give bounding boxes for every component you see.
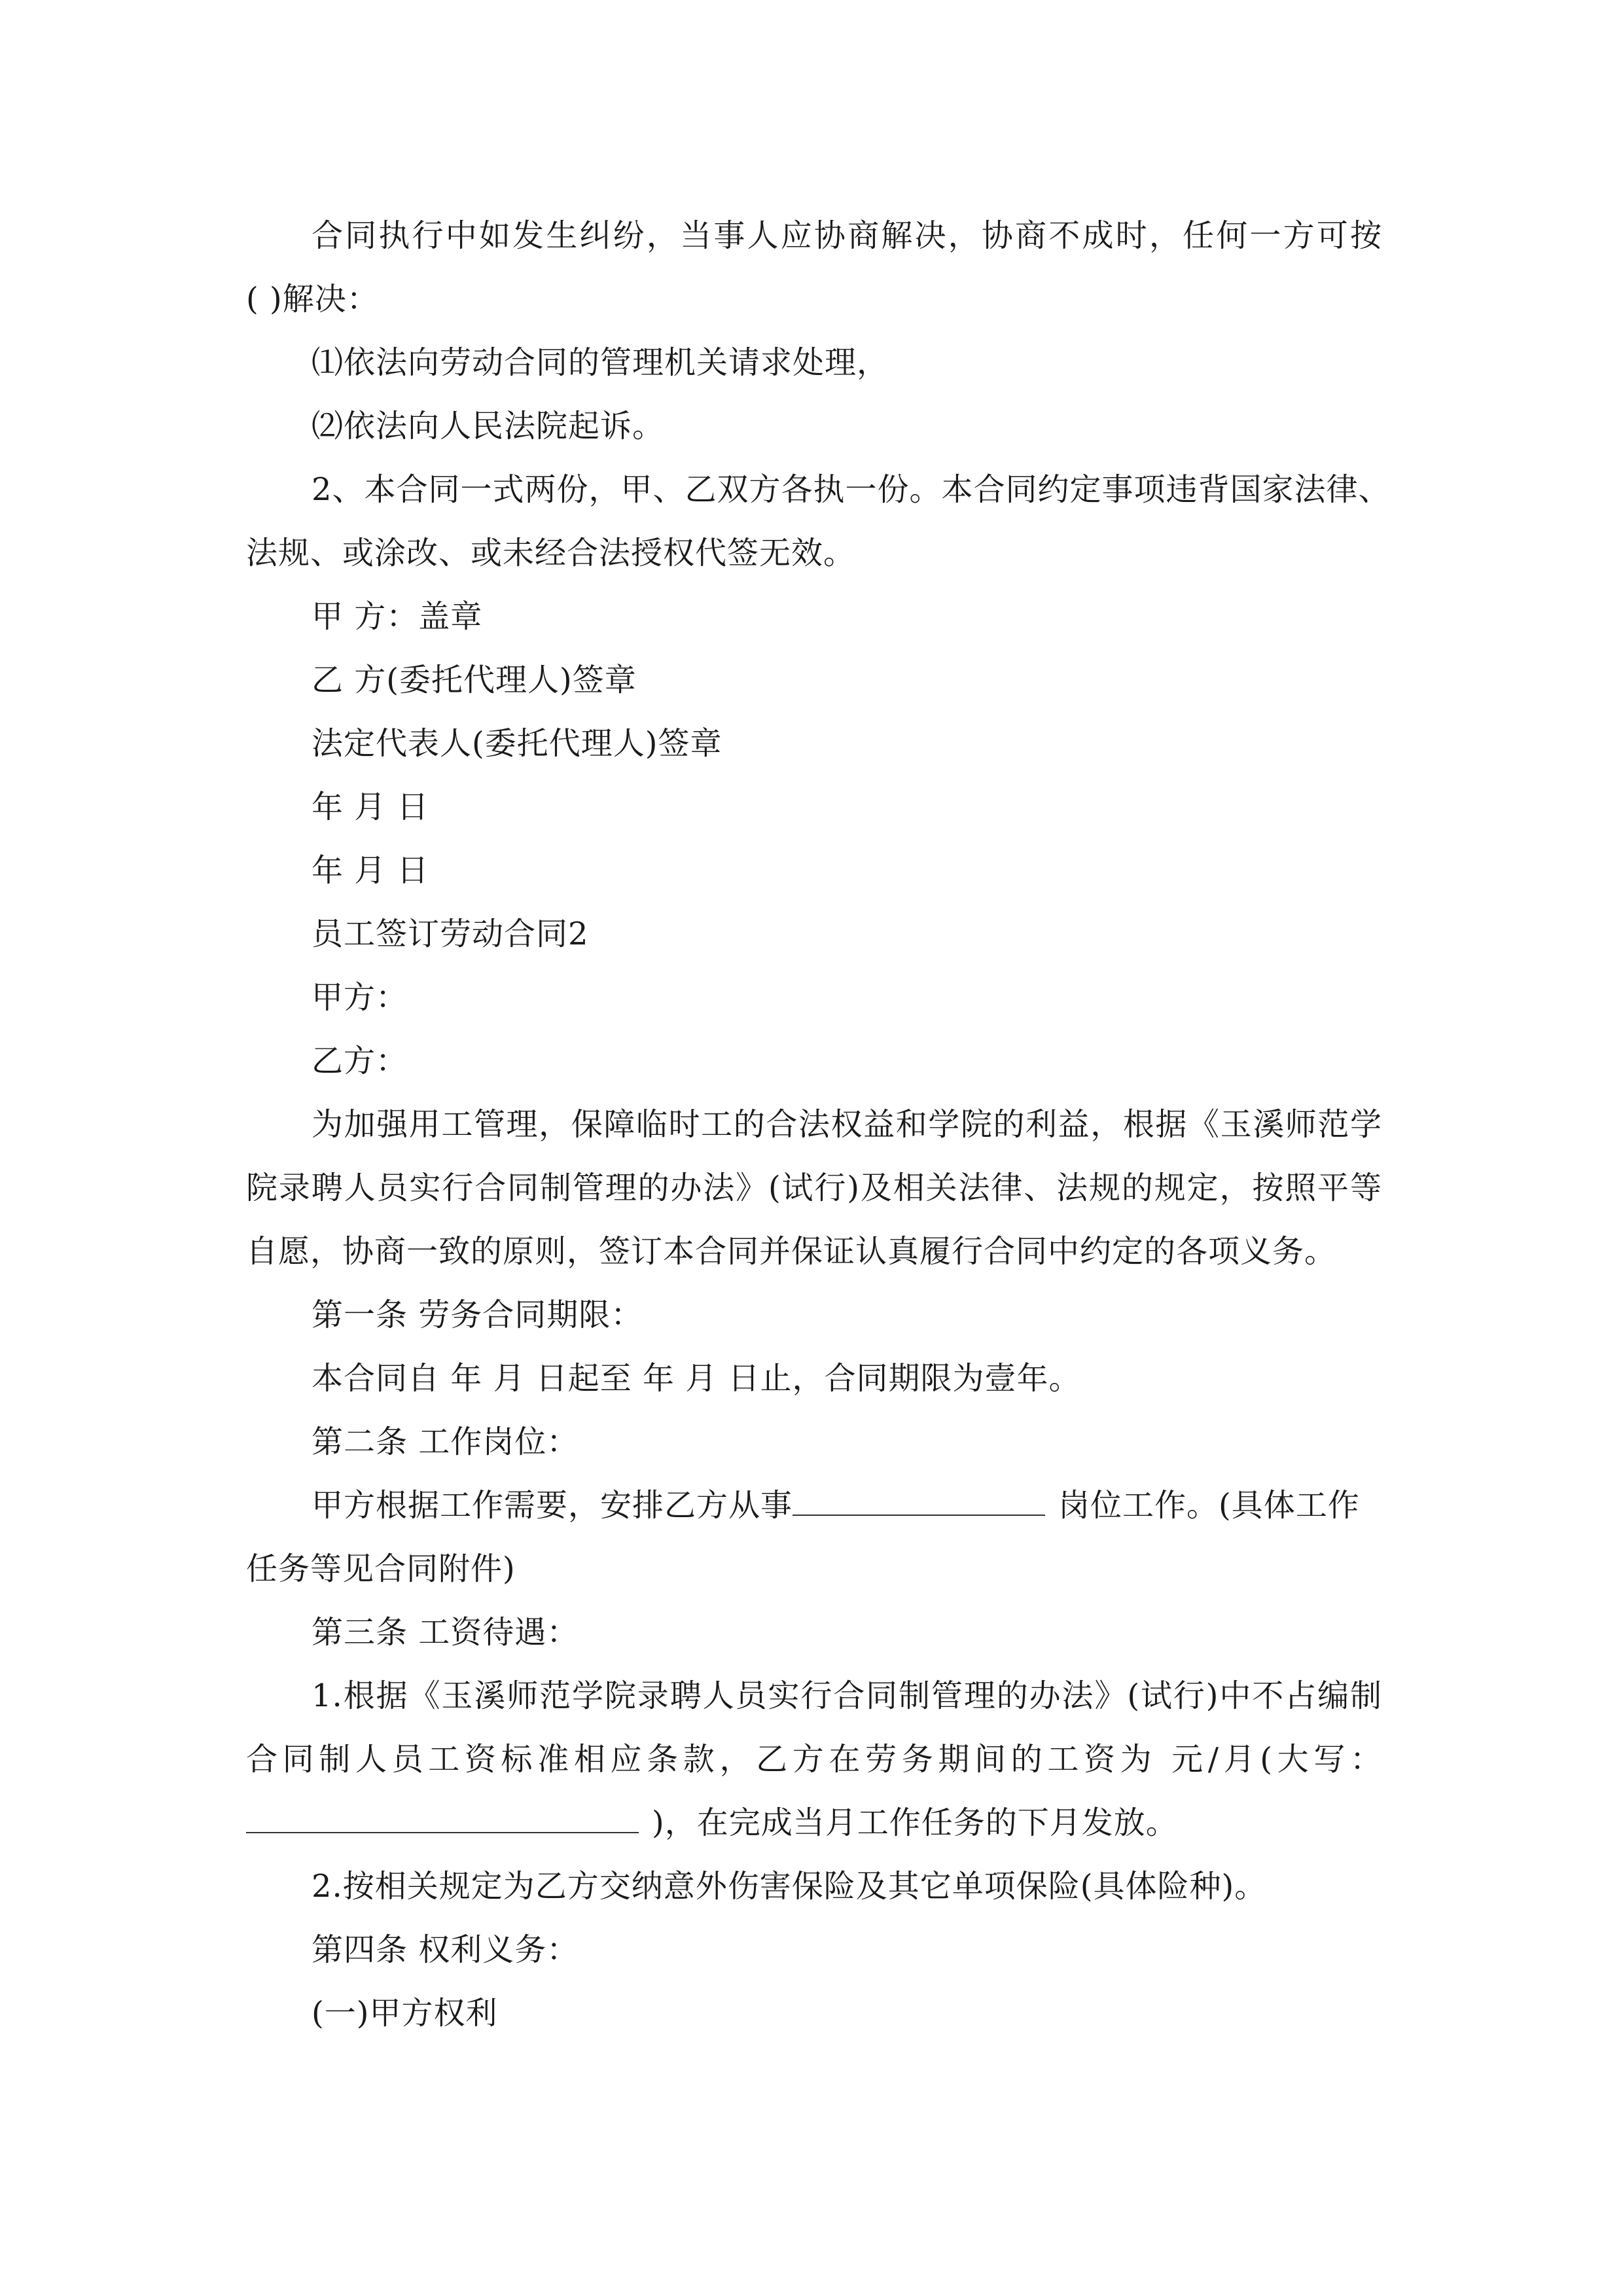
article-2-heading: 第二条 工作岗位： (312, 1424, 579, 1460)
article-1-term: 本合同自 年 月 日起至 年 月 日止，合同期限为壹年。 (312, 1360, 1081, 1397)
paragraph-purpose: 为加强用工管理，保障临时工的合法权益和学院的利益，根据《玉溪师范学 (312, 1106, 1382, 1143)
article-3-heading: 第三条 工资待遇： (312, 1614, 579, 1651)
date-line-1: 年 月 日 (312, 789, 429, 825)
article-3-item-2: 2.按相关规定为乙方交纳意外伤害保险及其它单项保险(具体险种)。 (312, 1868, 1267, 1905)
date-line-2: 年 月 日 (312, 852, 429, 889)
paragraph-dispute: 合同执行中如发生纠纷，当事人应协商解决，协商不成时，任何一方可按 (312, 217, 1382, 254)
article-3-item-1-end (246, 1791, 1382, 1855)
job-position-blank (793, 1484, 1045, 1516)
wage-amount-blank (246, 1802, 639, 1833)
dispute-option-2: ⑵依法向人民法院起诉。 (312, 408, 665, 444)
party-b-label: 乙方： (312, 1043, 408, 1079)
party-b-signature: 乙 方(委托代理人)签章 (312, 662, 637, 698)
article-4-heading: 第四条 权利义务： (312, 1931, 579, 1968)
article-3-item-1-end-text: )，在完成当月工作任务的下月发放。 (652, 1804, 1178, 1841)
article-2-body (246, 1474, 1382, 1537)
paragraph-copies: 2、本合同一式两份，甲、乙双方各执一份。本合同约定事项违背国家法律、 (312, 471, 1391, 508)
article-3-item-1: 1.根据《玉溪师范学院录聘人员实行合同制管理的办法》(试行)中不占编制 (312, 1677, 1382, 1714)
party-a-seal: 甲 方：盖章 (312, 598, 483, 635)
document-body (246, 204, 1391, 2045)
paragraph-dispute-cont: ( )解决： (246, 281, 379, 317)
article-2-text-a: 甲方根据工作需要，安排乙方从事 (312, 1487, 793, 1524)
section-title: 员工签订劳动合同2 (312, 916, 589, 952)
article-3-item-1-cont: 合同制人员工资标准相应条款，乙方在劳务期间的工资为 元/月(大写： (246, 1741, 1382, 1778)
legal-representative-signature: 法定代表人(委托代理人)签章 (312, 725, 722, 762)
article-4-subheading: (一)甲方权利 (312, 1995, 498, 2032)
paragraph-purpose-cont-2: 自愿，协商一致的原则，签订本合同并保证认真履行合同中约定的各项义务。 (246, 1233, 1337, 1270)
paragraph-purpose-cont-1: 院录聘人员实行合同制管理的办法》(试行)及相关法律、法规的规定，按照平等 (246, 1170, 1382, 1206)
article-2-text-b: 岗位工作。(具体工作 (1058, 1487, 1360, 1524)
dispute-option-1: ⑴依法向劳动合同的管理机关请求处理， (312, 344, 889, 381)
paragraph-copies-cont: 法规、或涂改、或未经合法授权代签无效。 (246, 535, 856, 571)
party-a-label: 甲方： (312, 979, 408, 1016)
article-1-heading: 第一条 劳务合同期限： (312, 1297, 643, 1333)
article-2-body-cont: 任务等见合同附件) (246, 1551, 516, 1587)
